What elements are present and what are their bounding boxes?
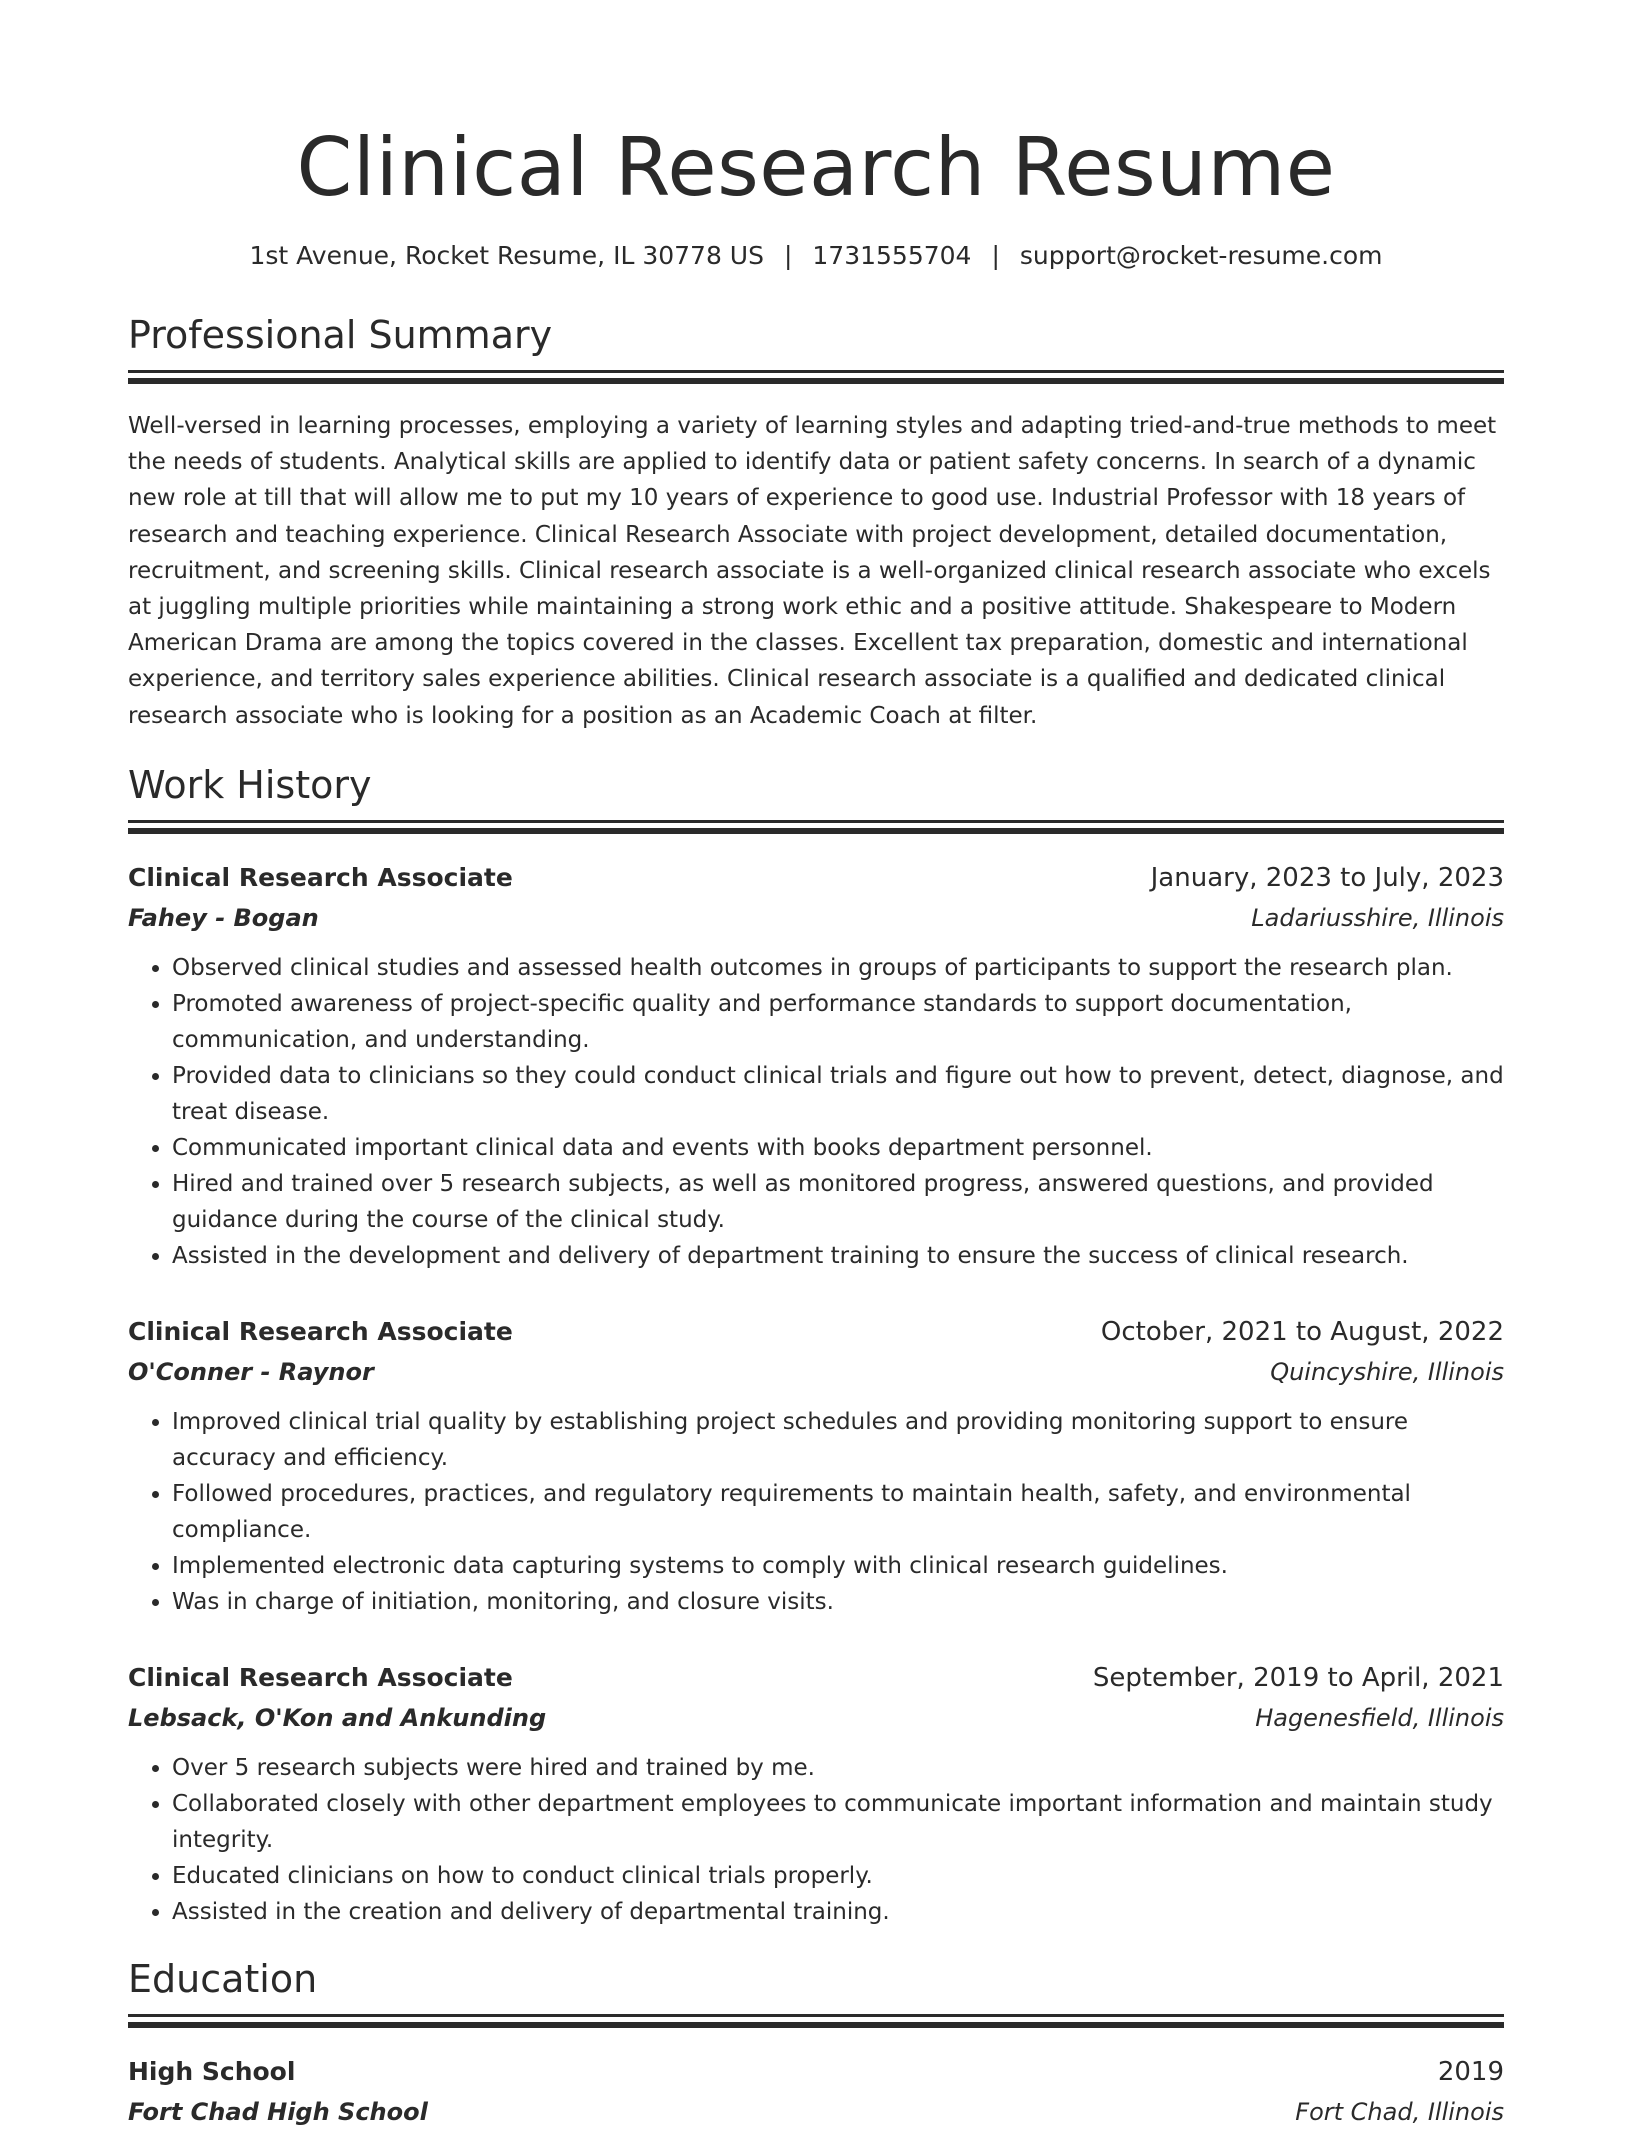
job-bullet: • Promoted awareness of project-specific quality and performance standards to support documentation, communication, and understanding. <box>172 986 1504 1058</box>
job-title: Clinical Research Associate <box>128 862 513 892</box>
job-location: Hagenesfield, Illinois <box>1255 1703 1504 1732</box>
education-entry <box>128 2052 1504 2132</box>
job-bullet: • Hired and trained over 5 research subjects, as well as monitored progress, answered questions, and provided guidance during the course of the clinical study. <box>172 1166 1504 1238</box>
job-entry <box>128 858 1504 1274</box>
resume-page <box>128 0 1504 2132</box>
contact-separator: | <box>991 241 1000 270</box>
section-divider <box>128 820 1504 844</box>
job-bullet: • Collaborated closely with other department employees to communicate important information and maintain study integrity. <box>172 1786 1504 1858</box>
education-location: Fort Chad, Illinois <box>1295 2097 1504 2126</box>
job-location: Quincyshire, Illinois <box>1270 1357 1504 1386</box>
job-dates: October, 2021 to August, 2022 <box>1100 1316 1504 1347</box>
section-heading-summary: Professional Summary <box>128 313 553 357</box>
summary-text: Well-versed in learning processes, employing a variety of learning styles and adapting tried-and-true methods to meet the needs of students. Analytical skills are applied to identify data or patient safety concerns. In search of a dynamic new role at till that will allow me to put my 10 years of experience to good use. Industrial Professor with 18 years of research and teaching experience. Clinical Research Associate with project development, detailed documentation, recruitment, and screening skills. Clinical research associate is a well-organized clinical research associate who excels at juggling multiple priorities while maintaining a strong work ethic and a positive attitude. Shakespeare to Modern American Drama are among the topics covered in the classes. Excellent tax preparation, domestic and international experience, and territory sales experience abilities. Clinical research associate is a qualified and dedicated clinical research associate who is looking for a position as an Academic Coach at filter. <box>128 413 1497 729</box>
section-heading-work: Work History <box>128 762 372 807</box>
job-dates: January, 2023 to July, 2023 <box>1150 862 1504 893</box>
job-bullet: • Assisted in the development and delivery of department training to ensure the success of clinical research. <box>172 1238 1504 1274</box>
job-bullet: • Improved clinical trial quality by establishing project schedules and providing monitoring support to ensure accuracy and efficiency. <box>172 1404 1504 1476</box>
job-bullet: • Observed clinical studies and assessed health outcomes in groups of participants to support the research plan. <box>172 950 1504 986</box>
job-company: Fahey - Bogan <box>128 903 319 932</box>
job-title: Clinical Research Associate <box>128 1316 513 1346</box>
education-year: 2019 <box>1437 2056 1504 2087</box>
job-bullet: • Followed procedures, practices, and regulatory requirements to maintain health, safety, and environmental compliance. <box>172 1476 1504 1548</box>
job-bullet-list <box>128 950 1504 1274</box>
contact-email: support@rocket-resume.com <box>1019 241 1383 270</box>
job-company: O'Conner - Raynor <box>128 1357 374 1386</box>
job-entry <box>128 1658 1504 1930</box>
section-divider <box>128 2014 1504 2038</box>
job-bullet: • Provided data to clinicians so they could conduct clinical trials and figure out how to prevent, detect, diagnose, and treat disease. <box>172 1058 1504 1130</box>
contact-address: 1st Avenue, Rocket Resume, IL 30778 US <box>249 241 764 270</box>
job-bullet: • Educated clinicians on how to conduct clinical trials properly. <box>172 1858 1504 1894</box>
contact-phone: 1731555704 <box>812 241 972 270</box>
resume-title: Clinical Research Resume <box>296 121 1336 214</box>
job-bullet: • Communicated important clinical data and events with books department personnel. <box>172 1130 1504 1166</box>
job-bullet-list <box>128 1750 1504 1930</box>
job-bullet: • Assisted in the creation and delivery of departmental training. <box>172 1894 1504 1930</box>
job-bullet: • Was in charge of initiation, monitoring, and closure visits. <box>172 1584 1504 1620</box>
contact-line <box>128 238 1504 274</box>
job-entry <box>128 1312 1504 1620</box>
job-location: Ladariusshire, Illinois <box>1251 903 1504 932</box>
job-bullet-list <box>128 1404 1504 1620</box>
job-dates: September, 2019 to April, 2021 <box>1092 1662 1504 1693</box>
education-school: Fort Chad High School <box>128 2097 428 2126</box>
education-degree: High School <box>128 2056 296 2086</box>
job-company: Lebsack, O'Kon and Ankunding <box>128 1703 547 1732</box>
summary-section <box>128 310 1504 734</box>
job-bullet: • Over 5 research subjects were hired and trained by me. <box>172 1750 1504 1786</box>
education-section <box>128 1954 1504 2132</box>
section-heading-education: Education <box>128 1956 318 2001</box>
job-bullet: • Implemented electronic data capturing systems to comply with clinical research guidelines. <box>172 1548 1504 1584</box>
section-divider <box>128 370 1504 394</box>
contact-separator: | <box>783 241 793 270</box>
job-title: Clinical Research Associate <box>128 1662 513 1692</box>
work-history-section <box>128 760 1504 1930</box>
